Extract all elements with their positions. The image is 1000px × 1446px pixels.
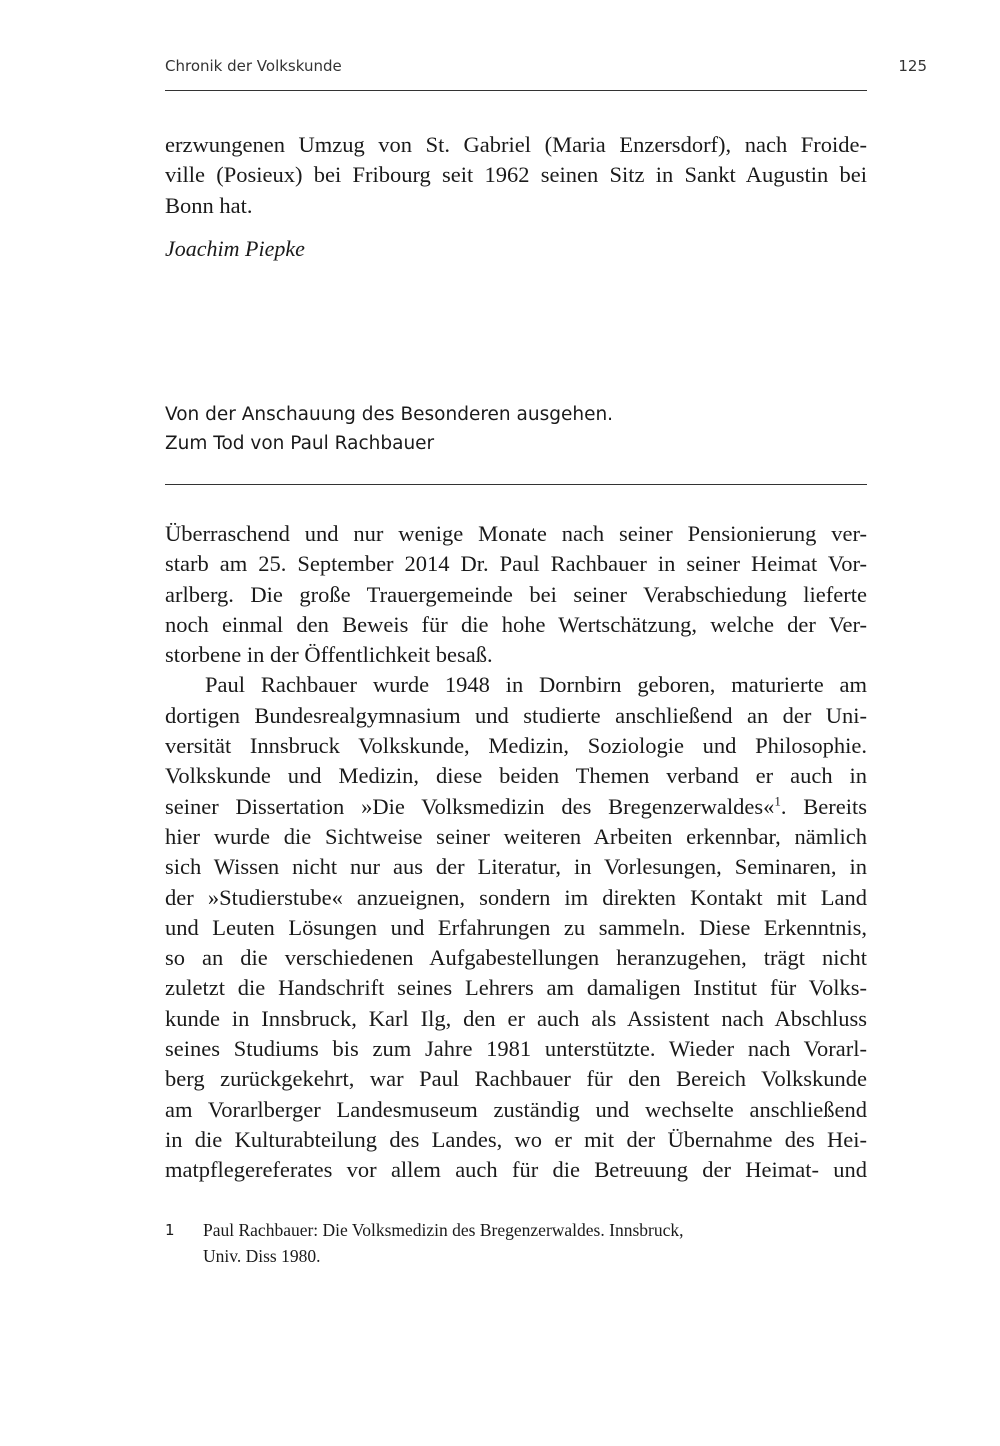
footnote-number: 1 — [165, 1221, 175, 1239]
text-line — [165, 792, 867, 822]
footnote-line: Paul Rachbauer: Die Volksmedizin des Bregenzerwaldes. Innsbruck, — [203, 1220, 684, 1240]
text-line: storbene in der Öffentlichkeit besaß. — [165, 642, 493, 668]
text-line: erzwungenen Umzug von St. Gabriel (Maria Enzersdorf), nach Froide- — [165, 132, 867, 157]
text-line: dortigen Bundesrealgymnasium und studierte anschließend an der Uni- — [165, 702, 867, 728]
title-rule — [165, 484, 867, 485]
text-line: Überraschend und nur wenige Monate nach seiner Pensionierung ver- — [165, 521, 867, 546]
text-line: arlberg. Die große Trauergemeinde bei seiner Verabschiedung lieferte — [165, 581, 867, 607]
text-line: am Vorarlberger Landesmuseum zuständig und wechselte anschließend — [165, 1096, 867, 1122]
text-line: noch einmal den Beweis für die hohe Wertschätzung, welche der Ver- — [165, 611, 867, 637]
text-fragment: . Bereits — [780, 793, 867, 819]
footnote-reference[interactable]: 1 — [774, 793, 781, 809]
text-line: Bonn hat. — [165, 192, 253, 218]
text-line: starb am 25. September 2014 Dr. Paul Rachbauer in seiner Heimat Vor- — [165, 551, 867, 577]
footnote-line: Univ. Diss 1980. — [203, 1246, 321, 1266]
header-rule — [165, 90, 867, 91]
title-line: Zum Tod von Paul Rachbauer — [165, 433, 435, 454]
text-line: hier wurde die Sichtweise seiner weiteren Arbeiten erkennbar, nämlich — [165, 823, 867, 849]
previous-article-ending — [165, 130, 867, 221]
title-line: Von der Anschauung des Besonderen ausgehen. — [165, 404, 614, 425]
text-line: berg zurückgekehrt, war Paul Rachbauer für den Bereich Volkskunde — [165, 1066, 867, 1092]
text-line: kunde in Innsbruck, Karl Ilg, den er auch als Assistent nach Abschluss — [165, 1005, 867, 1031]
text-line: und Leuten Lösungen und Erfahrungen zu sammeln. Diese Erkenntnis, — [165, 914, 867, 940]
text-line: sich Wissen nicht nur aus der Literatur, in Vorlesungen, Seminaren, in — [165, 854, 867, 880]
text-line: Volkskunde und Medizin, diese beiden Themen verband er auch in — [165, 763, 867, 789]
article-body — [165, 519, 867, 1186]
article-title — [165, 400, 613, 458]
running-title: Chronik der Volkskunde — [165, 57, 342, 75]
text-line: so an die verschiedenen Aufgabestellungen heranzugehen, trägt nicht — [165, 945, 867, 971]
text-line: Paul Rachbauer wurde 1948 in Dornbirn geboren, maturierte am — [205, 672, 867, 698]
page-number: 125 — [898, 57, 927, 75]
author-signature: Joachim Piepke — [165, 236, 305, 261]
text-fragment: seiner Dissertation »Die Volksmedizin des Bregenzerwaldes« — [165, 793, 775, 819]
text-line: in die Kulturabteilung des Landes, wo er mit der Übernahme des Hei- — [165, 1126, 867, 1152]
text-line: matpflegereferates vor allem auch für die Betreuung der Heimat- und — [165, 1157, 867, 1183]
text-line: der »Studierstube« anzueignen, sondern im direkten Kontakt mit Land — [165, 884, 867, 910]
text-line: versität Innsbruck Volkskunde, Medizin, Soziologie und Philosophie. — [165, 733, 867, 759]
text-line: zuletzt die Handschrift seines Lehrers am damaligen Institut für Volks- — [165, 975, 867, 1001]
footnote — [165, 1217, 683, 1269]
text-line: ville (Posieux) bei Fribourg seit 1962 seinen Sitz in Sankt Augustin bei — [165, 162, 867, 188]
text-line: seines Studiums bis zum Jahre 1981 unterstützte. Wieder nach Vorarl- — [165, 1036, 867, 1062]
